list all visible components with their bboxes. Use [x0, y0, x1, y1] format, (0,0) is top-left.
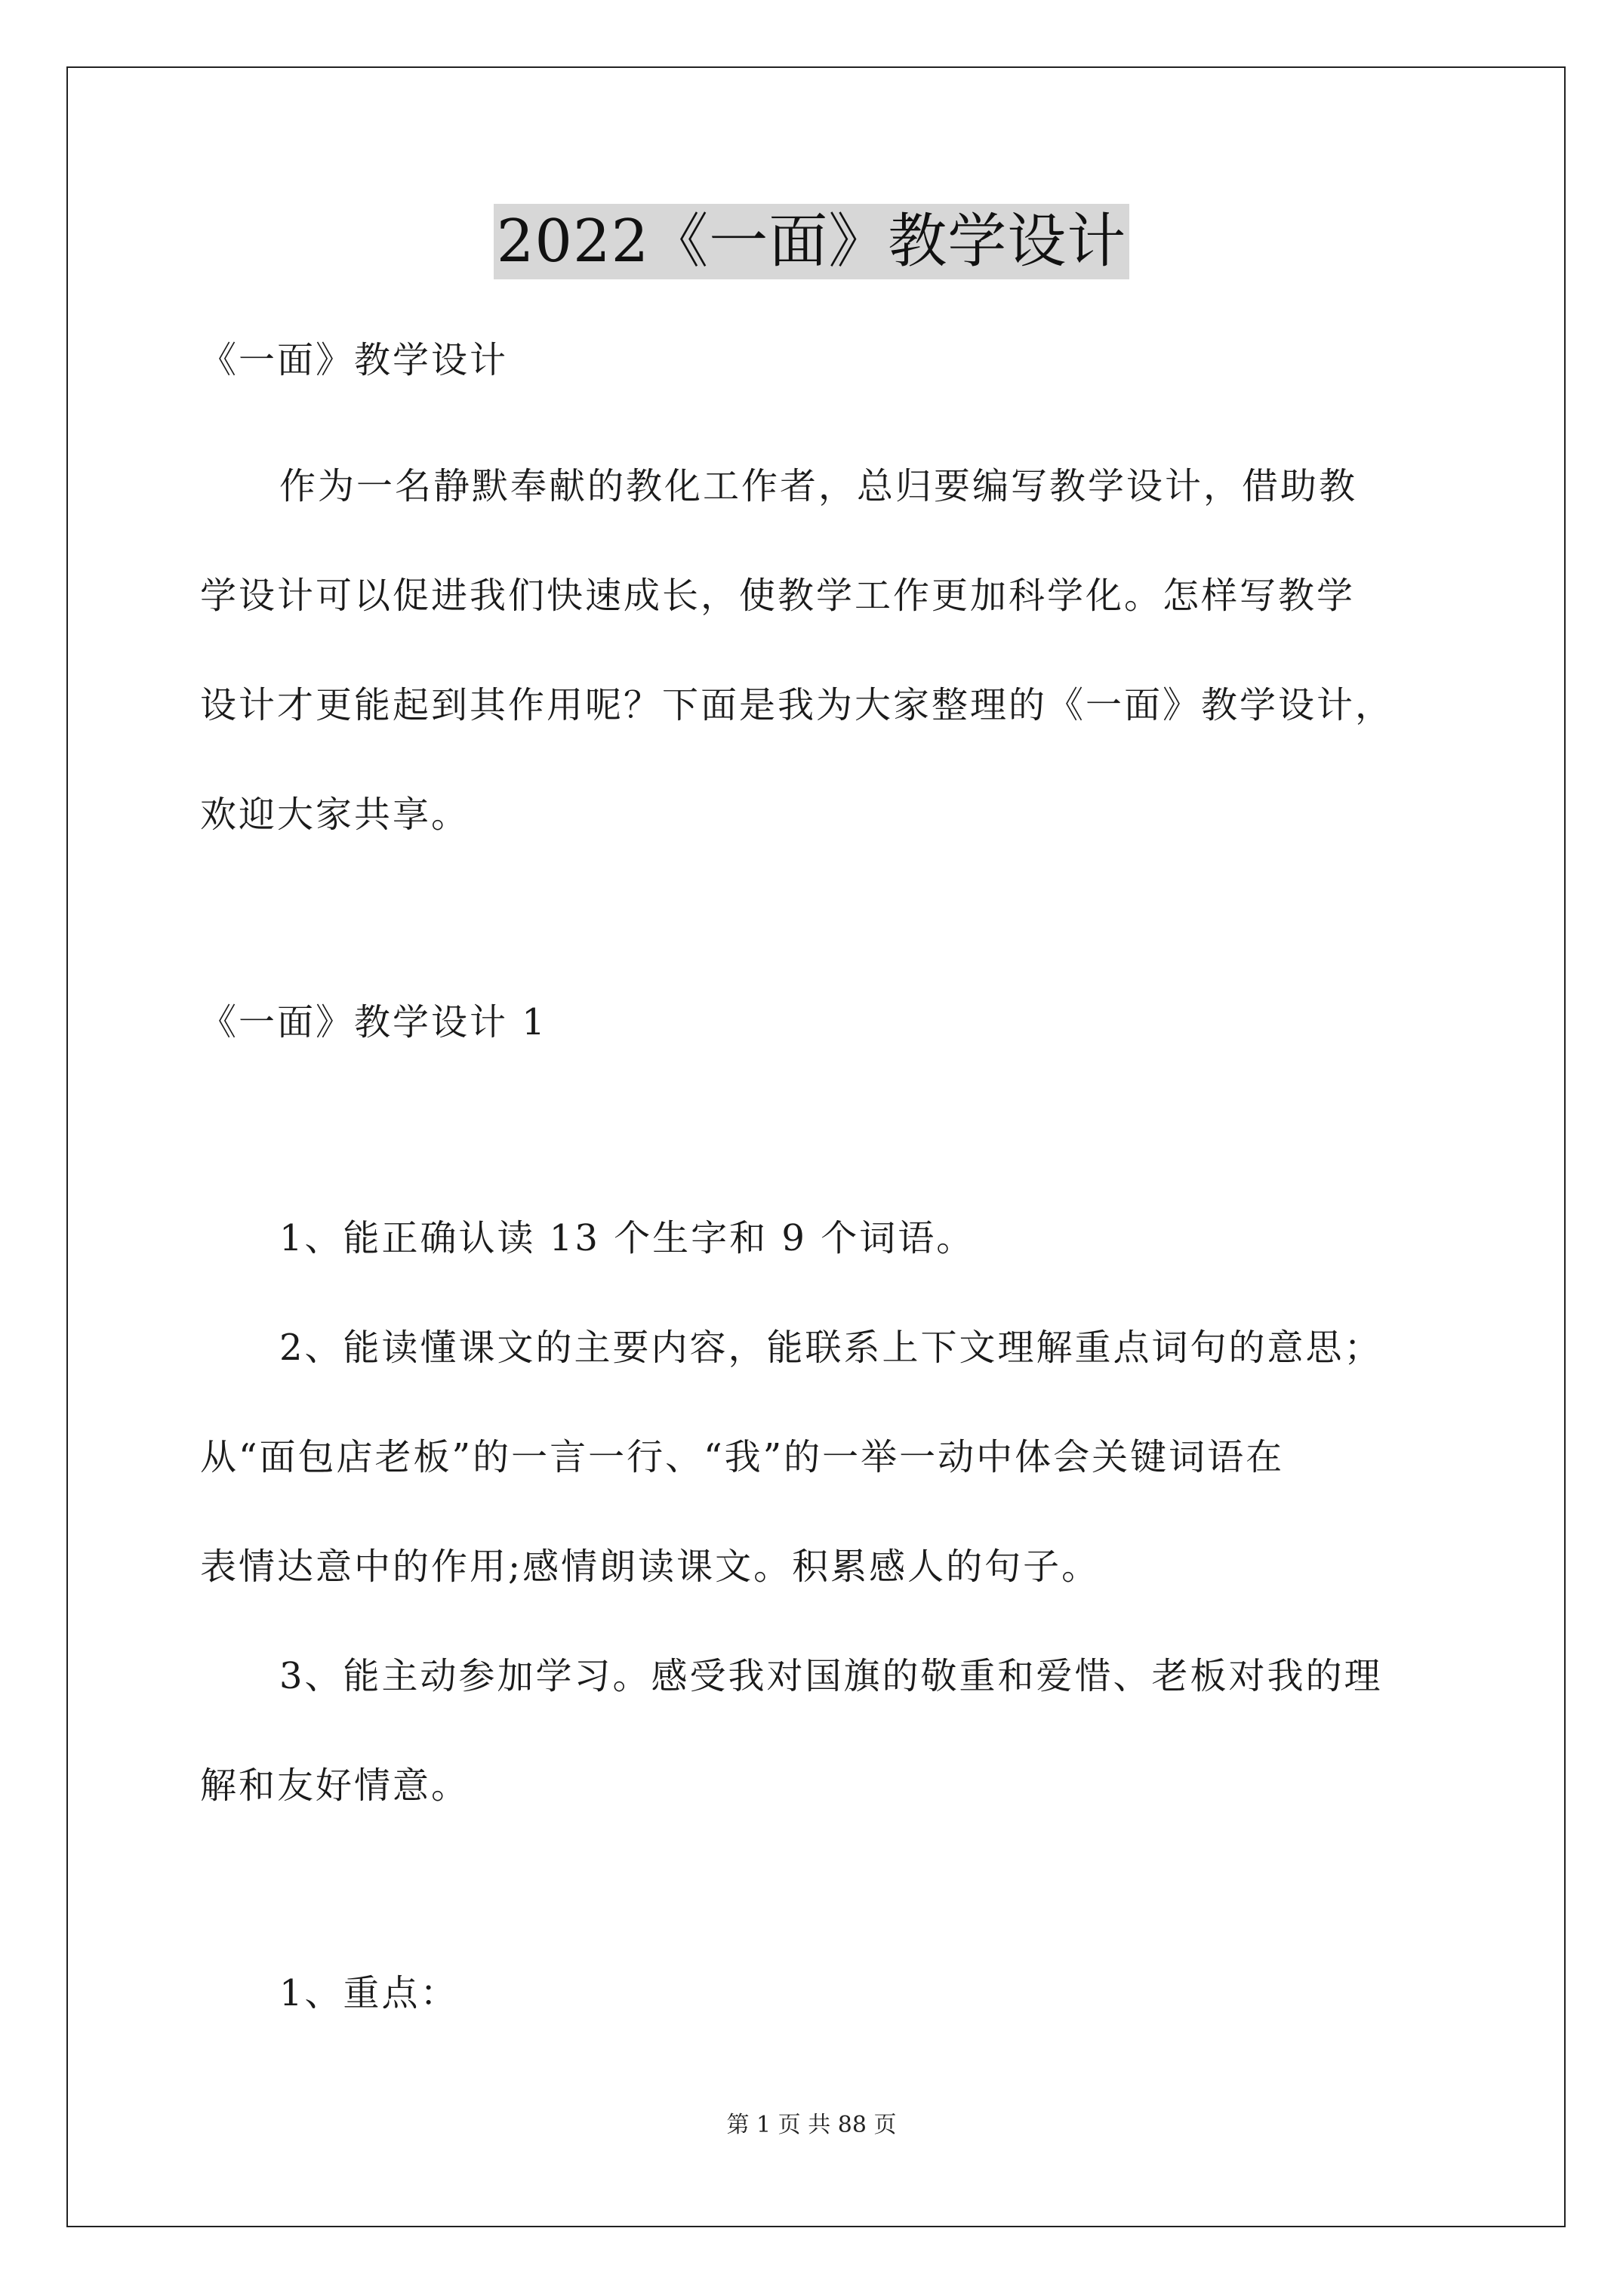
goal-2-line-1: 2、能读懂课文的主要内容，能联系上下文理解重点词句的意思； — [279, 1327, 1383, 1369]
goal-3-line-1: 3、能主动参加学习。感受我对国旗的敬重和爱惜、老板对我的理 — [279, 1655, 1383, 1697]
goal-2-line-3: 表情达意中的作用;感情朗读课文。积累感人的句子。 — [200, 1546, 1101, 1588]
title-container — [0, 204, 1623, 279]
goal-1: 1、能正确认读 13 个生字和 9 个词语。 — [279, 1217, 975, 1259]
subtitle: 《一面》教学设计 — [200, 339, 509, 381]
intro-line-4: 欢迎大家共享。 — [200, 794, 470, 836]
section-heading: 《一面》教学设计 1 — [200, 1001, 547, 1043]
document-title: 2022《一面》教学设计 — [494, 204, 1130, 279]
intro-line-3: 设计才更能起到其作用呢？下面是我为大家整理的《一面》教学设计， — [200, 684, 1394, 726]
page-border — [66, 66, 1566, 2227]
key-point-heading: 1、重点： — [279, 1972, 459, 2014]
goal-3-line-2: 解和友好情意。 — [200, 1764, 470, 1807]
page-number-footer: 第 1 页 共 88 页 — [726, 2112, 897, 2138]
goal-2-line-2: 从“面包店老板”的一言一行、“我”的一举一动中体会关键词语在 — [200, 1436, 1285, 1478]
intro-line-1: 作为一名静默奉献的教化工作者，总归要编写教学设计，借助教 — [279, 465, 1358, 507]
intro-line-2: 学设计可以促进我们快速成长，使教学工作更加科学化。怎样写教学 — [200, 575, 1356, 617]
